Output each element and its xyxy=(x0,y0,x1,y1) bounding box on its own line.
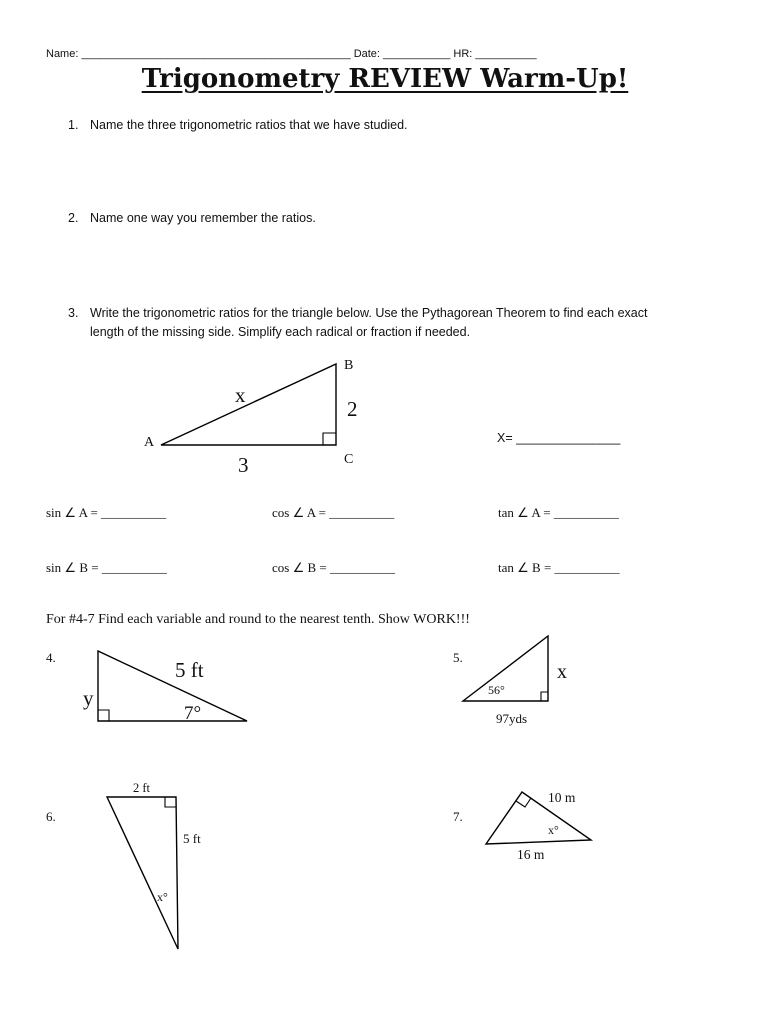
hypotenuse-x-label: x xyxy=(235,383,246,407)
problem-4-number: 4. xyxy=(46,650,56,665)
triangle-4-shape xyxy=(98,651,247,721)
cos-b-field: cos ∠ B = __________ xyxy=(272,560,395,575)
problem-4-hypotenuse-label: 5 ft xyxy=(175,658,204,682)
question-1-number: 1. xyxy=(68,118,79,132)
question-2-number: 2. xyxy=(68,211,79,225)
problem-5-number: 5. xyxy=(453,650,463,665)
problem-7-angle-label: x° xyxy=(548,823,559,837)
triangle-6 xyxy=(107,797,178,949)
problem-6-top-label: 2 ft xyxy=(133,781,151,795)
problem-7-number: 7. xyxy=(453,809,463,824)
triangle-6-right-angle-mark xyxy=(165,797,176,807)
problem-4-leg-y-label: y xyxy=(83,686,94,710)
question-2-text: Name one way you remember the ratios. xyxy=(90,211,316,225)
problem-7-bottom-label: 16 m xyxy=(517,847,545,862)
triangle-4 xyxy=(98,651,247,721)
instructions-4-7: For #4-7 Find each variable and round to the nearest tenth. Show WORK!!! xyxy=(46,612,470,627)
vertex-b-label: B xyxy=(344,358,354,373)
question-1-text: Name the three trigonometric ratios that we have studied. xyxy=(90,118,408,132)
triangle-7-right-angle-mark xyxy=(516,798,531,807)
problem-6-right-label: 5 ft xyxy=(183,831,201,846)
triangle-abc xyxy=(161,364,336,445)
triangle-4-right-angle-mark xyxy=(98,710,109,721)
x-answer-field: X= _______________ xyxy=(497,431,621,445)
problem-7-top-label: 10 m xyxy=(548,790,576,805)
vertex-a-label: A xyxy=(144,435,155,450)
triangle-6-shape xyxy=(107,797,178,949)
question-3-number: 3. xyxy=(68,306,79,320)
problem-4-angle-label: 7° xyxy=(184,703,202,724)
triangle-5-shape xyxy=(463,636,548,701)
problem-5-angle-label: 56° xyxy=(488,683,505,697)
problem-6-number: 6. xyxy=(46,809,56,824)
cos-a-field: cos ∠ A = __________ xyxy=(272,505,395,520)
triangle-abc-right-angle-mark xyxy=(323,433,336,445)
question-3-line-2: length of the missing side. Simplify each radical or fraction if needed. xyxy=(90,325,471,339)
page-title: Trigonometry REVIEW Warm-Up! xyxy=(141,64,629,94)
triangle-5 xyxy=(463,636,548,701)
sin-b-field: sin ∠ B = __________ xyxy=(46,560,167,575)
question-3-line-1: Write the trigonometric ratios for the triangle below. Use the Pythagorean Theorem to find each exact xyxy=(90,306,648,320)
side-bc-label: 2 xyxy=(347,397,358,421)
problem-5-base-label: 97yds xyxy=(496,711,528,726)
tan-a-field: tan ∠ A = __________ xyxy=(498,505,619,520)
triangle-5-right-angle-mark xyxy=(541,692,548,701)
triangle-abc-shape xyxy=(161,364,336,445)
tan-b-field: tan ∠ B = __________ xyxy=(498,560,620,575)
problem-6-angle-label: x° xyxy=(157,890,168,904)
vertex-c-label: C xyxy=(344,452,354,467)
problem-5-side-x-label: x xyxy=(557,661,567,683)
name-date-hr-line: Name: ____________________________________________ Date: ___________ HR: __________ xyxy=(46,48,537,60)
sin-a-field: sin ∠ A = __________ xyxy=(46,505,167,520)
side-ac-label: 3 xyxy=(238,453,249,477)
